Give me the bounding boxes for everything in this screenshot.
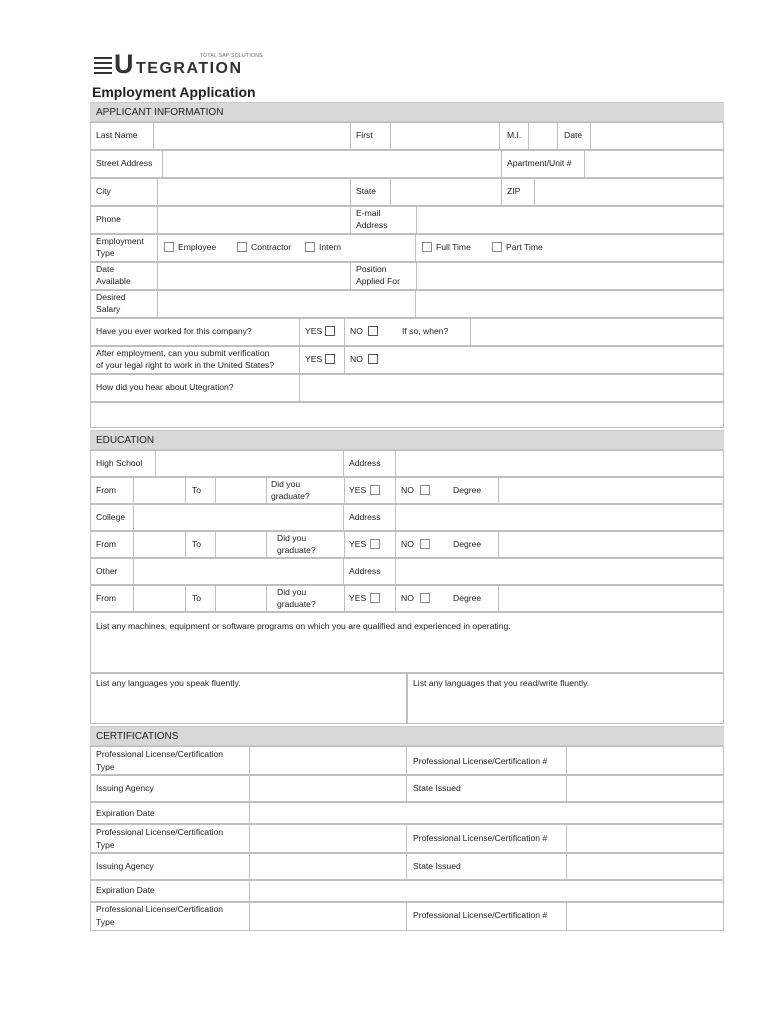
other-graduate-line1: Did you (277, 587, 307, 597)
desired-salary-field[interactable] (157, 290, 416, 318)
education-section-header: EDUCATION (90, 430, 724, 450)
applicant-section-header: APPLICANT INFORMATION (90, 102, 724, 122)
college-degree-label: Degree (453, 539, 482, 549)
state-label: State (356, 186, 377, 196)
high-school-degree-field[interactable] (498, 477, 724, 504)
cert1-number-label: Professional License/Certification # (413, 756, 548, 766)
college-graduate-line2: graduate? (277, 545, 316, 555)
cert1-expiration-label: Expiration Date (96, 808, 155, 818)
page-title: Employment Application (92, 84, 256, 100)
high-school-from-label: From (96, 485, 117, 495)
worked-no-label: NO (350, 326, 363, 336)
salary-label-line2: Salary (96, 304, 121, 314)
heard-about-question: How did you hear about Utegration? (96, 382, 234, 392)
cert1-type-field[interactable] (249, 746, 407, 775)
verification-question-line2: of your legal right to work in the United States? (96, 360, 275, 370)
zip-label: ZIP (507, 186, 521, 196)
date-field[interactable] (590, 122, 724, 150)
high-school-address-label: Address (349, 458, 381, 468)
email-label-line2: Address (356, 220, 388, 230)
cert2-agency-label: Issuing Agency (96, 861, 154, 871)
cert2-state-label: State Issued (413, 861, 461, 871)
college-no-label: NO (401, 539, 414, 549)
high-school-field[interactable] (155, 450, 344, 477)
other-degree-field[interactable] (498, 585, 724, 612)
mi-field[interactable] (528, 122, 558, 150)
college-to-label: To (192, 539, 202, 549)
cert1-type-label-line1: Professional License/Certification (96, 749, 224, 759)
cert3-type-label-line2: Type (96, 917, 115, 927)
other-from-field[interactable] (133, 585, 186, 612)
college-no-checkbox[interactable] (420, 539, 430, 549)
cert1-expiration-field[interactable] (249, 802, 724, 824)
apartment-label: Apartment/Unit # (507, 158, 572, 168)
utegration-logo (94, 50, 274, 80)
date-available-field[interactable] (157, 262, 351, 290)
cert2-expiration-label: Expiration Date (96, 885, 155, 895)
heard-about-extra-field[interactable] (90, 402, 724, 428)
cert2-type-field[interactable] (249, 824, 407, 853)
other-yes-label: YES (349, 593, 367, 603)
worked-no-checkbox[interactable] (368, 326, 378, 336)
cert2-expiration-field[interactable] (249, 880, 724, 902)
high-school-yes-label: YES (349, 485, 367, 495)
verify-yes-label: YES (305, 354, 323, 364)
position-label-line2: Applied For (356, 276, 400, 286)
intern-label: Intern (319, 242, 341, 252)
machines-question: List any machines, equipment or software programs on which you are qualified and experienced in operating. (96, 621, 511, 631)
email-label-line1: E-mail (356, 208, 381, 218)
other-field[interactable] (133, 558, 344, 585)
logo-word: TEGRATION (136, 60, 243, 77)
other-address-label: Address (349, 566, 381, 576)
city-label: City (96, 186, 111, 196)
high-school-label: High School (96, 458, 143, 468)
email-field[interactable] (416, 206, 724, 234)
street-address-label: Street Address (96, 158, 153, 168)
high-school-graduate-line2: graduate? (271, 491, 310, 501)
college-degree-field[interactable] (498, 531, 724, 558)
verify-yes-checkbox[interactable] (325, 354, 335, 364)
mi-label: M.I. (507, 130, 522, 140)
last-name-label: Last Name (96, 130, 138, 140)
certifications-section-header: CERTIFICATIONS (90, 726, 724, 746)
college-yes-checkbox[interactable] (370, 539, 380, 549)
cert1-agency-field[interactable] (249, 775, 407, 802)
other-to-label: To (192, 593, 202, 603)
apartment-field[interactable] (584, 150, 724, 178)
verify-no-label: NO (350, 354, 363, 364)
college-from-label: From (96, 539, 117, 549)
high-school-degree-label: Degree (453, 485, 482, 495)
part-time-label: Part Time (506, 242, 543, 252)
cert1-state-field[interactable] (566, 775, 724, 802)
cert1-state-label: State Issued (413, 783, 461, 793)
city-field[interactable] (157, 178, 351, 206)
high-school-to-label: To (192, 485, 202, 495)
last-name-field[interactable] (153, 122, 351, 150)
verify-no-checkbox[interactable] (368, 354, 378, 364)
cert3-number-field[interactable] (566, 902, 724, 931)
contractor-checkbox[interactable] (237, 242, 247, 252)
logo-tagline: TOTAL SAP SOLUTIONS (200, 53, 263, 59)
logo-letter: U (114, 49, 134, 79)
state-field[interactable] (390, 178, 502, 206)
languages-speak-label: List any languages you speak fluently. (96, 678, 241, 688)
employment-type-label-line2: Type (96, 248, 115, 258)
other-graduate-line2: graduate? (277, 599, 316, 609)
college-graduate-line1: Did you (277, 533, 307, 543)
college-label: College (96, 512, 126, 522)
contractor-label: Contractor (251, 242, 292, 252)
cert1-agency-label: Issuing Agency (96, 783, 154, 793)
cert2-state-field[interactable] (566, 853, 724, 880)
other-from-label: From (96, 593, 117, 603)
high-school-yes-checkbox[interactable] (370, 485, 380, 495)
employment-type-label-line1: Employment (96, 236, 144, 246)
date-label: Date (564, 130, 583, 140)
worked-question: Have you ever worked for this company? (96, 326, 252, 336)
full-time-label: Full Time (436, 242, 471, 252)
cert1-type-label-line2: Type (96, 762, 115, 772)
salary-label-line1: Desired (96, 292, 126, 302)
worked-yes-label: YES (305, 326, 323, 336)
languages-read-write-label: List any languages that you read/write fluently. (413, 678, 590, 688)
high-school-no-checkbox[interactable] (420, 485, 430, 495)
other-no-label: NO (401, 593, 414, 603)
college-to-field[interactable] (215, 531, 267, 558)
first-name-field[interactable] (390, 122, 500, 150)
worked-yes-checkbox[interactable] (325, 326, 335, 336)
cert2-agency-field[interactable] (249, 853, 407, 880)
high-school-to-field[interactable] (215, 477, 267, 504)
logo-lines-icon (94, 57, 112, 77)
cert3-type-field[interactable] (249, 902, 407, 931)
college-field[interactable] (133, 504, 344, 531)
position-label-line1: Position (356, 264, 387, 274)
high-school-from-field[interactable] (133, 477, 186, 504)
cert3-type-label-line1: Professional License/Certification (96, 904, 224, 914)
other-no-checkbox[interactable] (420, 593, 430, 603)
date-available-label-line2: Available (96, 276, 131, 286)
other-yes-checkbox[interactable] (370, 593, 380, 603)
full-time-checkbox[interactable] (422, 242, 432, 252)
street-address-field[interactable] (162, 150, 502, 178)
if-so-label: If so, when? (402, 326, 449, 336)
date-available-label-line1: Date (96, 264, 115, 274)
verification-question-line1: After employment, can you submit verification (96, 348, 270, 358)
college-yes-label: YES (349, 539, 367, 549)
first-name-label: First (356, 130, 373, 140)
other-label: Other (96, 566, 118, 576)
heard-about-field[interactable] (299, 374, 724, 402)
phone-label: Phone (96, 214, 121, 224)
high-school-address-field[interactable] (395, 450, 724, 477)
worked-when-field[interactable] (470, 318, 724, 346)
college-address-field[interactable] (395, 504, 724, 531)
cert2-number-label: Professional License/Certification # (413, 833, 548, 843)
college-address-label: Address (349, 512, 381, 522)
cert3-number-label: Professional License/Certification # (413, 910, 548, 920)
other-address-field[interactable] (395, 558, 724, 585)
zip-field[interactable] (534, 178, 724, 206)
position-field[interactable] (416, 262, 724, 290)
cert2-type-label-line1: Professional License/Certification (96, 827, 224, 837)
employee-label: Employee (178, 242, 217, 252)
cert2-number-field[interactable] (566, 824, 724, 853)
part-time-checkbox[interactable] (492, 242, 502, 252)
phone-field[interactable] (157, 206, 351, 234)
other-degree-label: Degree (453, 593, 482, 603)
high-school-graduate-line1: Did you (271, 479, 301, 489)
employee-checkbox[interactable] (164, 242, 174, 252)
intern-checkbox[interactable] (305, 242, 315, 252)
high-school-no-label: NO (401, 485, 414, 495)
cert1-number-field[interactable] (566, 746, 724, 775)
college-from-field[interactable] (133, 531, 186, 558)
cert2-type-label-line2: Type (96, 840, 115, 850)
other-to-field[interactable] (215, 585, 267, 612)
